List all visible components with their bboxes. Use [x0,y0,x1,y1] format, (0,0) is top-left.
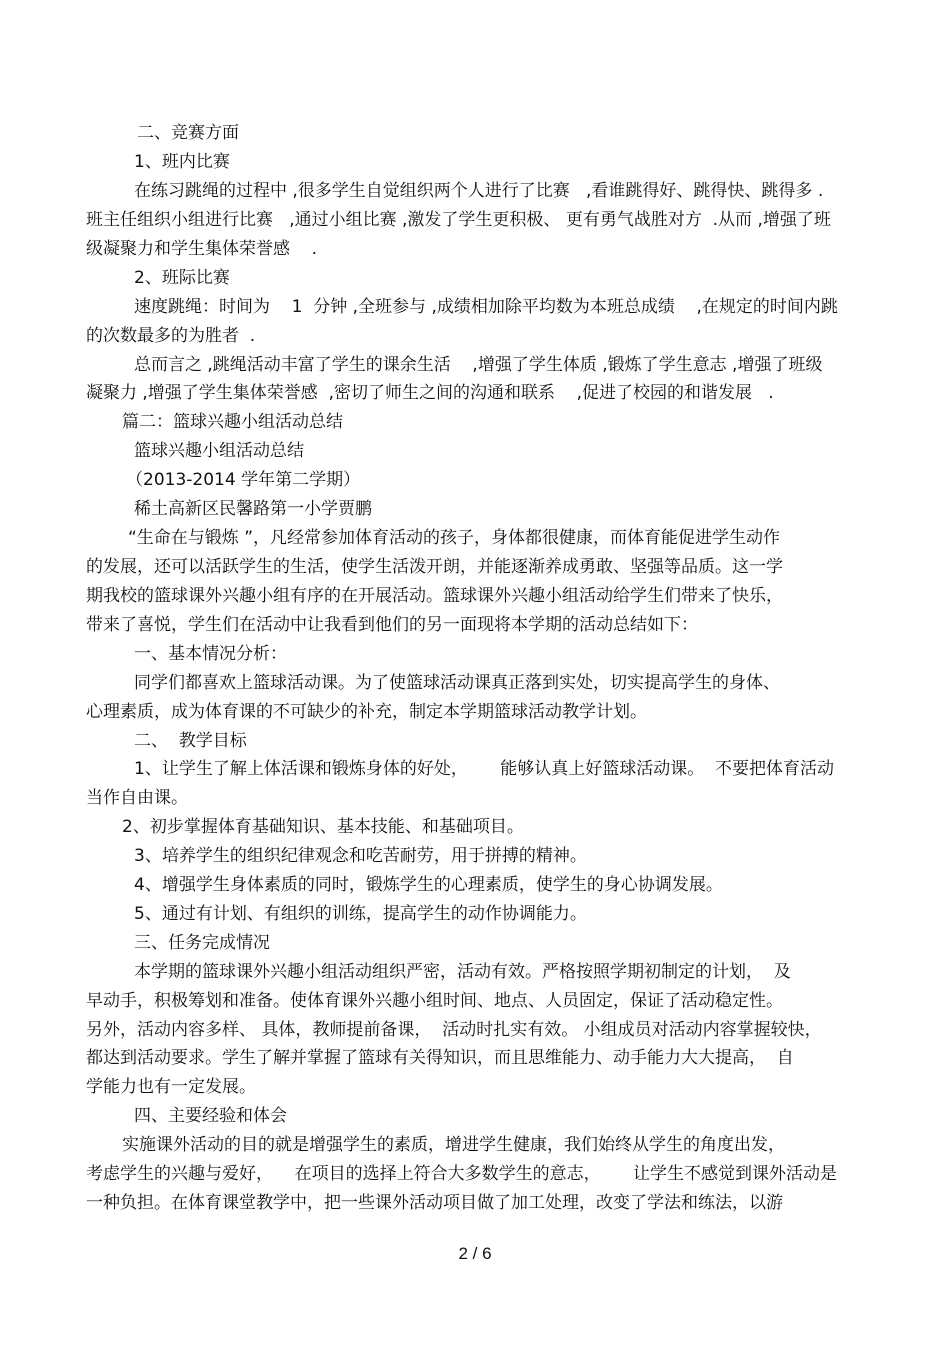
text-line: 的发展，还可以活跃学生的生活，使学生活泼开朗，并能逐渐养成勇敢、坚强等品质。这一学 [86,557,783,577]
goal-item: 3、培养学生的组织纪律观念和吃苦耐劳，用于拼搏的精神。 [134,846,587,866]
text-line: 班主任组织小组进行比赛 ,通过小组比赛 ,激发了学生更积极、 更有勇气战胜对方 .从而 ,增强了班 [86,210,831,230]
text-line: 1、让学生了解上体活课和锻炼身体的好处， 能够认真上好篮球活动课。 不要把体育活动 [134,759,835,779]
goal-item: 2、初步掌握体育基础知识、基本技能、和基础项目。 [122,817,524,837]
heading-experience: 四、主要经验和体会 [134,1106,287,1126]
text-line: 总而言之 ,跳绳活动丰富了学生的课余生活 ,增强了学生体质 ,锻炼了学生意志 ,增强了班级 [134,355,823,375]
text-line: 考虑学生的兴趣与爱好， 在项目的选择上符合大多数学生的意志， 让学生不感觉到课外活动是 [86,1164,838,1184]
doc-term: （2013-2014 学年第二学期） [126,470,361,490]
text-line: 学能力也有一定发展。 [86,1077,256,1097]
subheading-interclass-competition: 2、班际比赛 [134,268,230,288]
text-line: 都达到活动要求。学生了解并掌握了篮球有关得知识，而且思维能力、动手能力大大提高， 自 [86,1048,794,1068]
doc-title: 篮球兴趣小组活动总结 [134,441,304,461]
heading-basic-analysis: 一、基本情况分析： [134,644,287,664]
heading-task-completion: 三、任务完成情况 [134,933,270,953]
page-number: 2 / 6 [458,1244,492,1263]
heading-teaching-goals: 二、 教学目标 [134,731,247,751]
text-line: 早动手，积极筹划和准备。使体育课外兴趣小组时间、地点、人员固定，保证了活动稳定性。 [86,991,783,1011]
text-line: 级凝聚力和学生集体荣誉感 . [86,239,318,259]
text-line: 在练习跳绳的过程中 ,很多学生自觉组织两个人进行了比赛 ,看谁跳得好、跳得快、跳得多 . [134,181,824,201]
text-line: 当作自由课。 [86,788,188,808]
text-line: 本学期的篮球课外兴趣小组活动组织严密，活动有效。严格按照学期初制定的计划， 及 [134,962,791,982]
text-line: 同学们都喜欢上篮球活动课。为了使篮球活动课真正落到实处，切实提高学生的身体、 [134,673,780,693]
text-line: “生命在与锻炼 ”，凡经常参加体育活动的孩子，身体都很健康，而体育能促进学生动作 [128,528,781,548]
heading-competition: 二、竞赛方面 [137,123,239,143]
goal-item: 4、增强学生身体素质的同时，锻炼学生的心理素质，使学生的身心协调发展。 [134,875,723,895]
text-line: 的次数最多的为胜者 . [86,326,256,346]
text-line: 一种负担。在体育课堂教学中，把一些课外活动项目做了加工处理，改变了学法和练法，以游 [86,1193,783,1213]
text-line: 期我校的篮球课外兴趣小组有序的在开展活动。篮球课外兴趣小组活动给学生们带来了快乐， [86,586,783,606]
doc-author: 稀土高新区民馨路第一小学贾鹏 [134,499,372,519]
goal-item: 5、通过有计划、有组织的训练，提高学生的动作协调能力。 [134,904,587,924]
text-line: 心理素质，成为体育课的不可缺少的补充，制定本学期篮球活动教学计划。 [86,702,647,722]
subheading-class-competition: 1、班内比赛 [134,152,230,172]
section-title: 篇二：篮球兴趣小组活动总结 [122,412,343,432]
text-line: 凝聚力 ,增强了学生集体荣誉感 ,密切了师生之间的沟通和联系 ,促进了校园的和谐发展 . [86,383,774,403]
text-line: 实施课外活动的目的就是增强学生的素质，增进学生健康，我们始终从学生的角度出发， [122,1135,785,1155]
text-line: 速度跳绳：时间为 1 分钟 ,全班参与 ,成绩相加除平均数为本班总成绩 ,在规定的时间内跳 [134,297,838,317]
text-line: 另外，活动内容多样、 具体，教师提前备课， 活动时扎实有效。 小组成员对活动内容掌握较快， [86,1020,822,1040]
text-line: 带来了喜悦，学生们在活动中让我看到他们的另一面现将本学期的活动总结如下： [86,615,698,635]
